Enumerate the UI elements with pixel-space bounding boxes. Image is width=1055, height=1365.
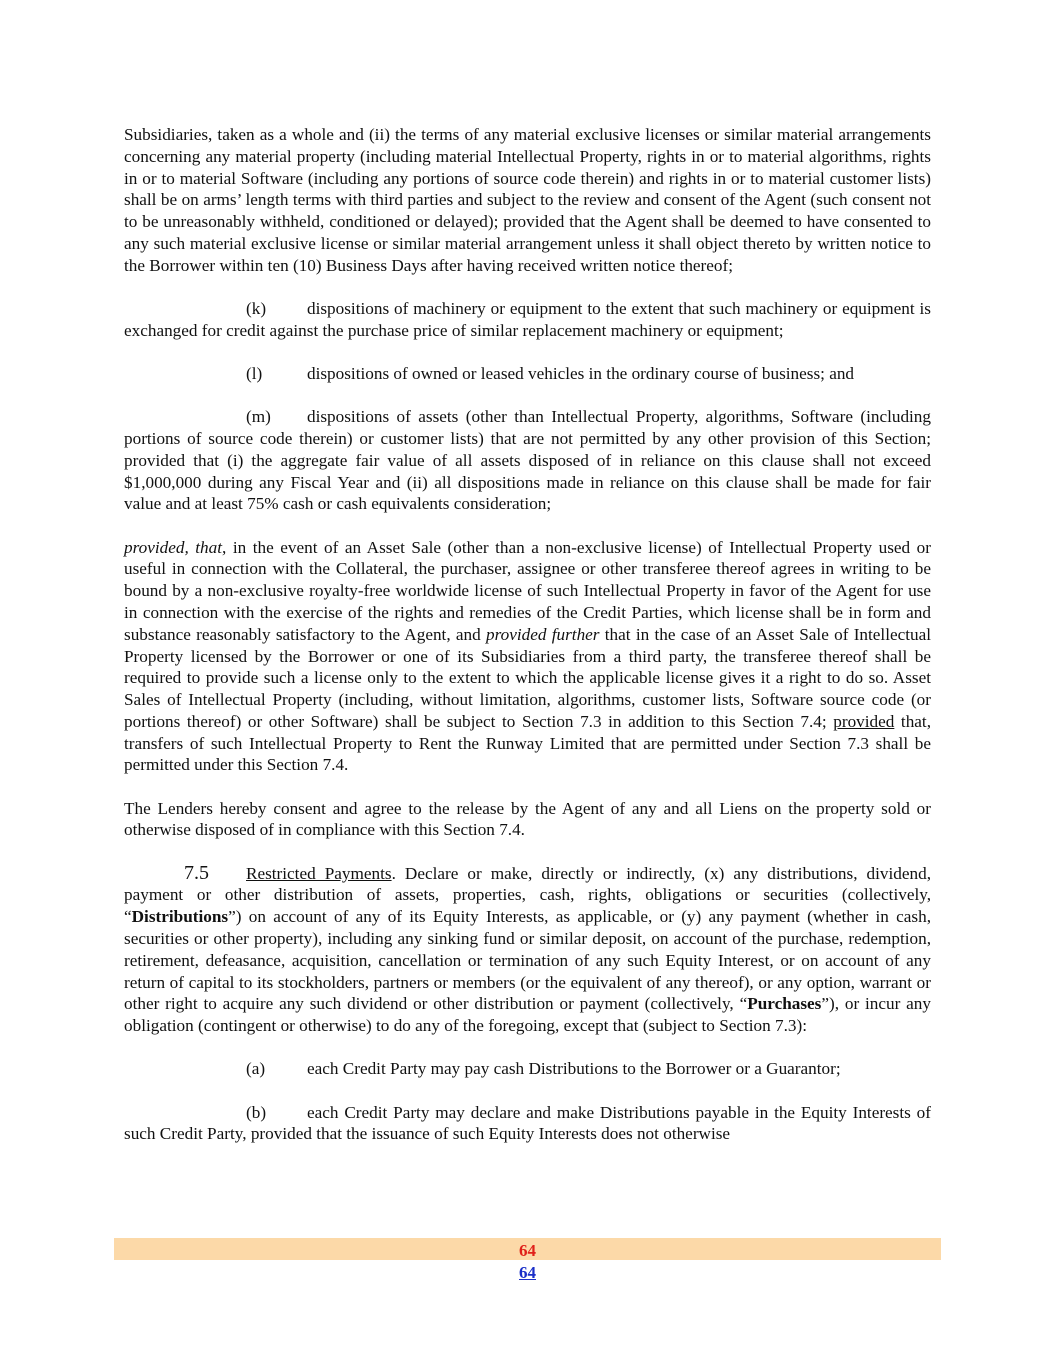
clause-k-label: (k) (246, 298, 267, 318)
defined-term-purchases: Purchases (747, 994, 822, 1014)
clause-a (124, 1058, 931, 1080)
clause-b-label: (b) (246, 1102, 267, 1122)
proviso-text-c: that, transfers of such Intellectual Property to Rent the Runway Limited that are permitted under Section 7.3 shall be permitted under this Section 7.4. (124, 711, 931, 775)
proviso-italic-further: provided further (486, 624, 600, 644)
clause-m-text: dispositions of assets (other than Intellectual Property, algorithms, Software (including portions of source code therein) or customer lists) that are not permitted by any other provision of this Section; provided that (i) the aggregate fair value of all assets disposed of in reliance on this clause shall not exceed $1,000,000 during any Fiscal Year and (ii) all dispositions made in reliance on this clause shall be made for fair value and at least 75% cash or cash equivalents consideration; (124, 407, 931, 514)
clause-l-label: (l) (246, 363, 263, 383)
section-7-5 (124, 863, 931, 1037)
proviso-italic: provided, that (124, 537, 223, 557)
clause-m-label: (m) (246, 407, 271, 427)
proviso-paragraph (124, 537, 931, 777)
proviso-text-a: , in the event of an Asset Sale (other than a non-exclusive license) of Intellectual Property used or useful in connection with the Collateral, the purchaser, assignee or other transferee thereof agrees in writing to be bound by a non-exclusive royalty-free worldwide license of such Intellectual Property in favor of the Agent for use in connection with the exercise of the rights and remedies of the Credit Parties, which license shall be in form and substance reasonably satisfactory to the Agent, and (124, 537, 931, 644)
section-title: Restricted Payments (246, 863, 392, 883)
section-number: 7.5 (184, 861, 209, 884)
lenders-paragraph: The Lenders hereby consent and agree to the release by the Agent of any and all Liens on the property sold or otherwise disposed of in compliance with this Section 7.4. (124, 798, 931, 840)
clause-m (124, 406, 931, 515)
document-body (124, 124, 931, 1145)
clause-b-text: each Credit Party may declare and make Distributions payable in the Equity Interests of such Credit Party, provided that the issuance of such Equity Interests does not otherwise (124, 1102, 931, 1144)
page-number-red: 64 (519, 1241, 536, 1260)
defined-term-distributions: Distributions (131, 907, 229, 927)
paragraph-continuation: Subsidiaries, taken as a whole and (ii) the terms of any material exclusive licenses or similar material arrangements concerning any material property (including material Intellectual Property, rights in or to material algorithms, rights in or to material Software (including any portions of source code therein) and rights in or to material customer lists) shall be on arms’ length terms with third parties and subject to the review and consent of the Agent (such consent not to be unreasonably withheld, conditioned or delayed); provided that the Agent shall be deemed to have consented to any such material exclusive license or similar material arrangement unless it shall object thereto by written notice to the Borrower within ten (10) Business Days after having received written notice thereof; (124, 125, 931, 275)
clause-k-text: dispositions of machinery or equipment to the extent that such machinery or equipment is exchanged for credit against the purchase price of similar replacement machinery or equipment; (124, 298, 931, 340)
proviso-text-b: that in the case of an Asset Sale of Intellectual Property licensed by the Borrower or one of its Subsidiaries from a third party, the transferee thereof shall be required to provide such a license only to the extent to which the applicable license gives it a right to do so. Asset Sales of Intellectual Property (including, without limitation, algorithms, customer lists, Software source code (or portions thereof) or other Software) shall be subject to Section 7.3 in addition to this Section 7.4; (124, 624, 931, 731)
clause-l (124, 363, 931, 385)
clause-b (124, 1102, 931, 1146)
clause-k (124, 298, 931, 342)
clause-l-text: dispositions of owned or leased vehicles in the ordinary course of business; and (307, 363, 855, 383)
clause-a-label: (a) (246, 1059, 266, 1079)
clause-a-text: each Credit Party may pay cash Distributions to the Borrower or a Guarantor; (307, 1059, 841, 1079)
section-text-c: ”), or incur any obligation (contingent or otherwise) to do any of the foregoing, except that (subject to Section 7.3): (124, 994, 931, 1036)
page-number-link[interactable]: 64 (519, 1263, 536, 1282)
proviso-underline: provided (833, 711, 895, 731)
section-text-a: . Declare or make, directly or indirectly, (x) any distributions, dividend, payment or other distribution of assets, properties, cash, rights, obligations or securities (collectively, “ (124, 863, 931, 927)
section-text-b: ”) on account of any of its Equity Interests, as applicable, or (y) any payment (whether in cash, securities or other property), including any sinking fund or similar deposit, on account of the purchase, redemption, retirement, defeasance, acquisition, cancellation or termination of any such Equity Interest, or on account of any return of capital to its stockholders, partners or members (or the equivalent of any thereof), or any option, warrant or other right to acquire any such dividend or other distribution or payment (collectively, “ (124, 907, 931, 1014)
